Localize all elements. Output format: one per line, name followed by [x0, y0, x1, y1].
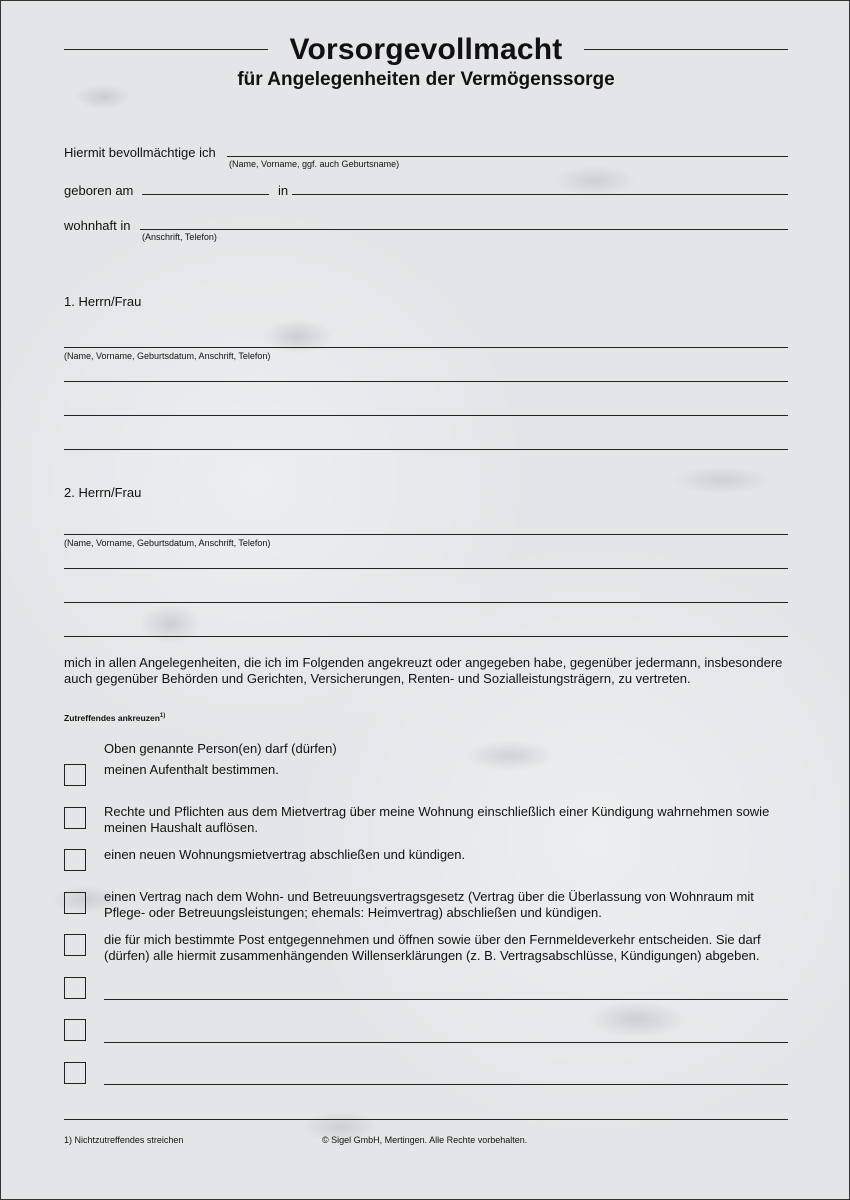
- options-heading-text: Zutreffendes ankreuzen: [64, 713, 160, 723]
- birth-place-field[interactable]: [292, 194, 788, 195]
- checkbox-care-contract[interactable]: [64, 892, 86, 914]
- agent2-hint: (Name, Vorname, Geburtsdatum, Anschrift, Telefon): [64, 538, 271, 548]
- born-label: geboren am: [64, 183, 134, 198]
- residence-field[interactable]: [140, 229, 788, 230]
- agent1-label: 1. Herrn/Frau: [64, 294, 142, 309]
- checkbox-residence[interactable]: [64, 764, 86, 786]
- agent1-line-3[interactable]: [64, 415, 788, 416]
- footnote: 1) Nichtzutreffendes streichen: [64, 1135, 184, 1145]
- agent1-line-4[interactable]: [64, 449, 788, 450]
- option-residence: meinen Aufenthalt bestimmen.: [104, 762, 279, 777]
- checkbox-new-lease[interactable]: [64, 849, 86, 871]
- option-lease: Rechte und Pflichten aus dem Mietvertrag über meine Wohnung einschließlich einer Kündigung wahrnehmen sowie meinen Haushalt auflösen.: [104, 804, 770, 835]
- custom-option-line-2[interactable]: [104, 1042, 788, 1043]
- residence-hint: (Anschrift, Telefon): [142, 232, 217, 242]
- checkbox-custom-3[interactable]: [64, 1062, 86, 1084]
- checkbox-custom-2[interactable]: [64, 1019, 86, 1041]
- checkbox-lease[interactable]: [64, 807, 86, 829]
- custom-option-line-3[interactable]: [104, 1084, 788, 1085]
- agent1-hint: (Name, Vorname, Geburtsdatum, Anschrift, Telefon): [64, 351, 271, 361]
- option-new-lease: einen neuen Wohnungsmietvertrag abschließen und kündigen.: [104, 847, 466, 862]
- options-intro: Oben genannte Person(en) darf (dürfen): [104, 741, 337, 756]
- residence-label: wohnhaft in: [64, 218, 131, 233]
- page-title: Vorsorgevollmacht: [289, 33, 563, 66]
- option-mail: die für mich bestimmte Post entgegennehmen und öffnen sowie über den Fernmeldeverkehr entscheiden. Sie darf (dürfen) alle hiermit zusammenhängenden Willenserklärungen (z. B. Vertragsabschlüsse, Kündigungen) abgeben.: [104, 932, 761, 963]
- grantor-name-field[interactable]: [227, 156, 788, 157]
- grantor-name-hint: (Name, Vorname, ggf. auch Geburtsname): [229, 159, 400, 169]
- birth-date-field[interactable]: [142, 194, 269, 195]
- agent2-line-4[interactable]: [64, 636, 788, 637]
- agent2-line-3[interactable]: [64, 602, 788, 603]
- checkbox-custom-1[interactable]: [64, 977, 86, 999]
- page-subtitle: für Angelegenheiten der Vermögenssorge: [237, 69, 615, 90]
- options-heading-footnote: 1): [159, 713, 166, 720]
- agent2-line-2[interactable]: [64, 568, 788, 569]
- agent2-label: 2. Herrn/Frau: [64, 485, 142, 500]
- checkbox-mail[interactable]: [64, 934, 86, 956]
- agent1-line-1[interactable]: [64, 347, 788, 348]
- copyright: © Sigel GmbH, Mertingen. Alle Rechte vorbehalten.: [322, 1135, 528, 1145]
- footer-rule: [64, 1119, 788, 1120]
- grantor-label: Hiermit bevollmächtige ich: [64, 145, 216, 160]
- agent1-line-2[interactable]: [64, 381, 788, 382]
- options-heading: [64, 713, 165, 723]
- agent2-line-1[interactable]: [64, 534, 788, 535]
- scope-text: mich in allen Angelegenheiten, die ich im Folgenden angekreuzt oder angegeben habe, gegenüber jedermann, insbesondere auch gegenüber Behörden und Gerichten, Versicherungen, Renten- und Sozialleistungsträgern, zu vertreten.: [64, 655, 783, 686]
- option-care-contract: einen Vertrag nach dem Wohn- und Betreuungsvertragsgesetz (Vertrag über die Überlassung von Wohnraum mit Pflege- oder Betreuungsleistungen; ehemals: Heimvertrag) abschließen und kündigen.: [104, 889, 754, 920]
- birth-place-label: in: [278, 183, 289, 198]
- custom-option-line-1[interactable]: [104, 999, 788, 1000]
